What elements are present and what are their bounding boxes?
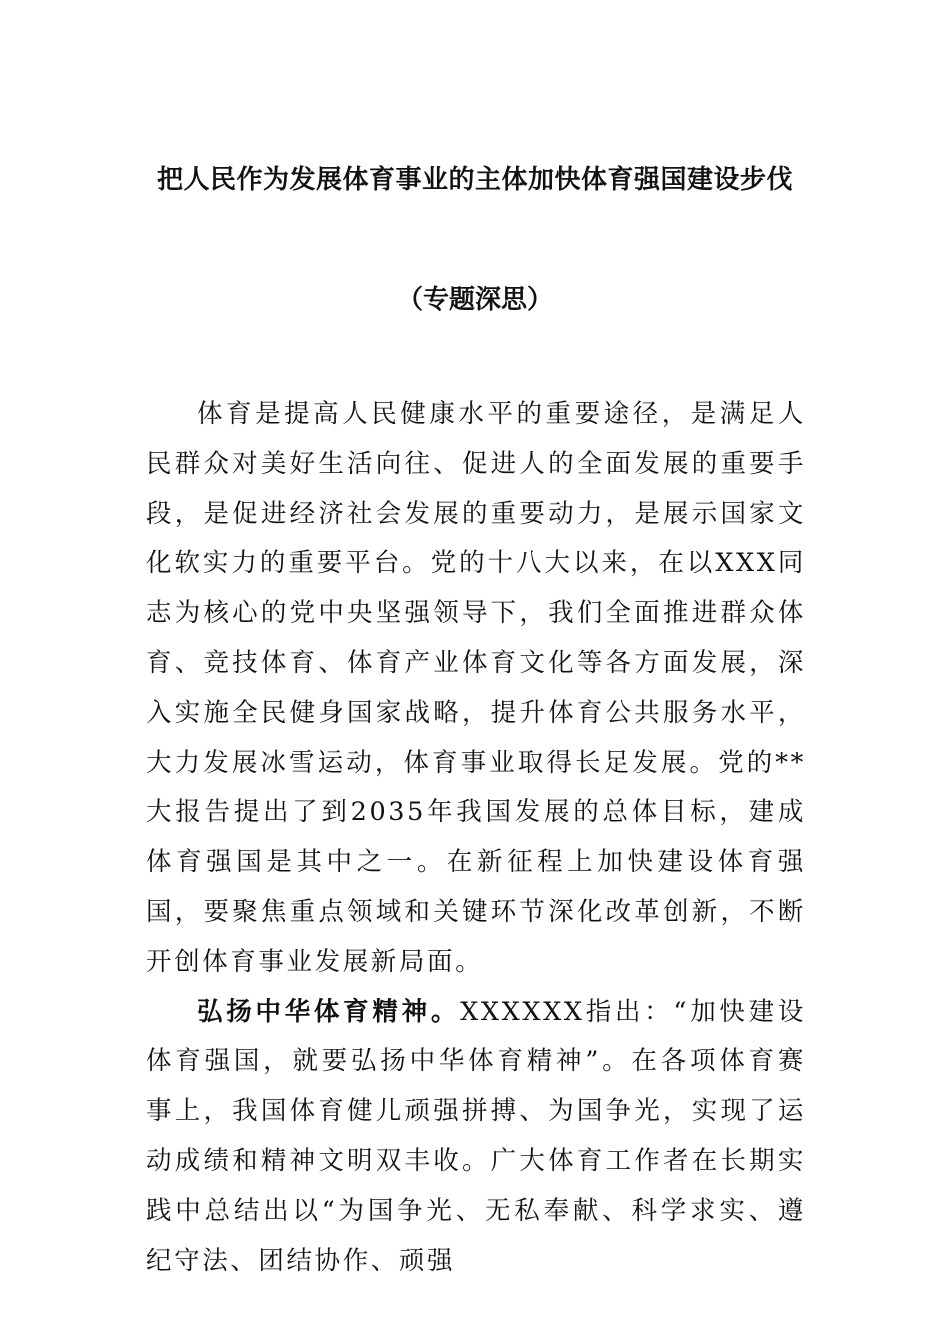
document-title: 把人民作为发展体育事业的主体加快体育强国建设步伐 (156, 165, 793, 195)
paragraph-sports-spirit (146, 988, 806, 1287)
paragraph-sports-spirit-text: XXXXXX指出：“加快建设体育强国，就要弘扬中华体育精神”。在各项体育赛事上，我国体育健儿顽强拼搏、为国争光，实现了运动成绩和精神文明双丰收。广大体育工作者在长期实践中总结出以“为国争光、无私奉献、科学求实、遵纪守法、团结协作、顽强 (146, 996, 806, 1276)
paragraph-sports-spirit-heading: 弘扬中华体育精神。 (197, 996, 461, 1027)
document-body (146, 390, 806, 1286)
paragraph-intro-text: 体育是提高人民健康水平的重要途径，是满足人民群众对美好生活向往、促进人的全面发展的重要手段，是促进经济社会发展的重要动力，是展示国家文化软实力的重要平台。党的十八大以来，在以XXX同志为核心的党中央坚强领导下，我们全面推进群众体育、竞技体育、体育产业体育文化等各方面发展，深入实施全民健身国家战略，提升体育公共服务水平，大力发展冰雪运动，体育事业取得长足发展。党的**大报告提出了到2035年我国发展的总体目标，建成体育强国是其中之一。在新征程上加快建设体育强国，要聚焦重点领域和关键环节深化改革创新，不断开创体育事业发展新局面。 (146, 399, 806, 977)
document-subtitle: （专题深思） (396, 285, 553, 315)
paragraph-intro (146, 390, 806, 988)
